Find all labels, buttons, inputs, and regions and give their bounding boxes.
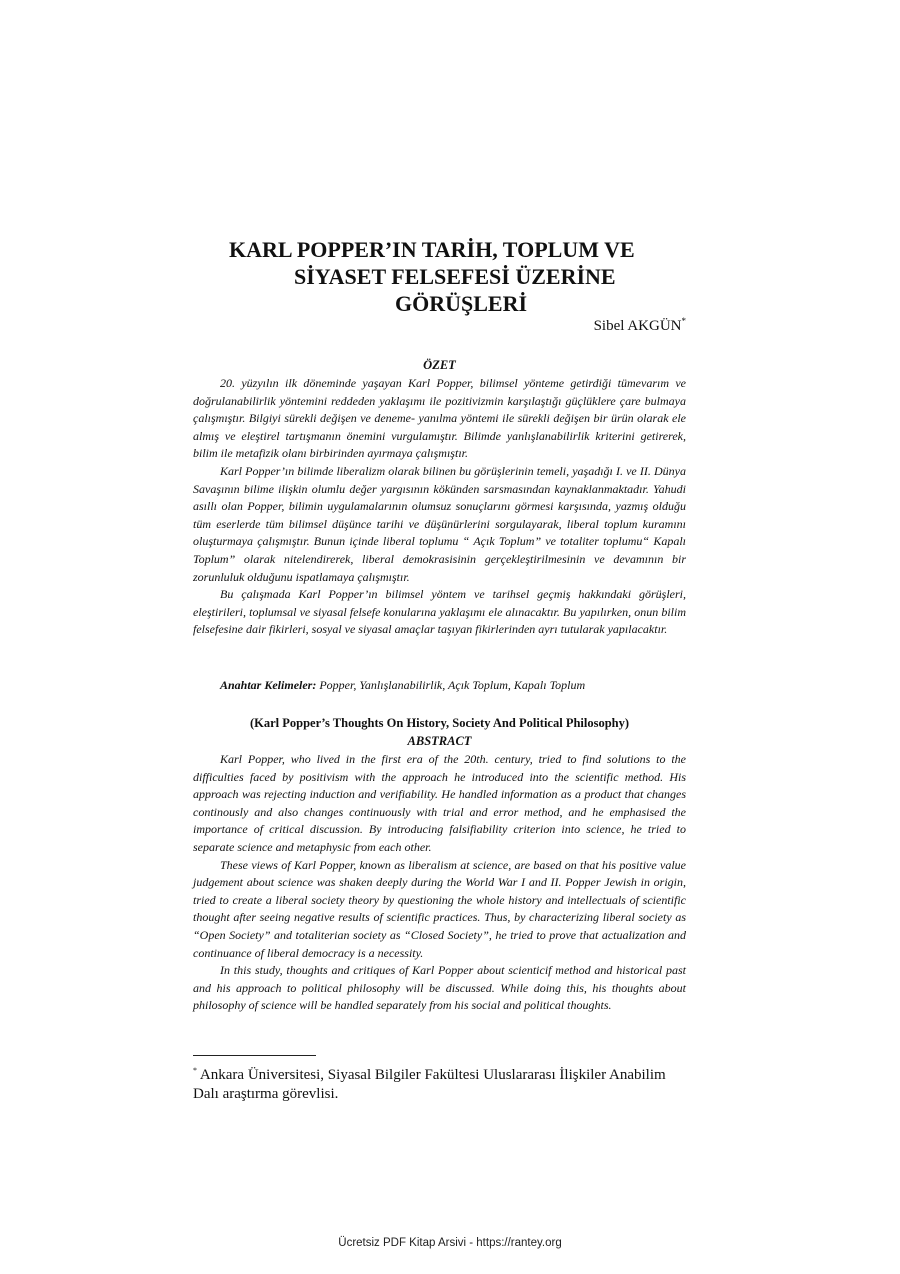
author-footnote-mark: *: [681, 316, 686, 326]
abstract-body: [193, 751, 686, 1015]
title-line-3: GÖRÜŞLERİ: [395, 291, 528, 316]
title-line-2: SİYASET FELSEFESİ ÜZERİNE: [294, 264, 616, 289]
footnote-mark: *: [193, 1066, 197, 1075]
ozet-paragraph-3: Bu çalışmada Karl Popper’ın bilimsel yöntem ve tarihsel geçmiş hakkındaki görüşleri, eleştirileri, toplumsal ve siyasal felsefe konularına yaklaşımı ele alınacaktır. Bu yapılırken, onun bilim felsefesine dair fikirleri, sosyal ve siyasal amaçlar taşıyan fikirlerinden ayrı tutularak yapılacaktır.: [193, 587, 686, 637]
keywords-list: Popper, Yanlışlanabilirlik, Açık Toplum, Kapalı Toplum: [316, 678, 586, 692]
footnote-text: Ankara Üniversitesi, Siyasal Bilgiler Fakültesi Uluslararası İlişkiler Anabilim Dalı araştırma görevlisi.: [193, 1067, 666, 1102]
page-footer-link[interactable]: Ücretsiz PDF Kitap Arsivi - https://rantey.org: [338, 1237, 562, 1249]
abstract-paragraph-2: These views of Karl Popper, known as liberalism at science, are based on that his positive value judgement about science was shaken deeply during the World War I and II. Popper Jewish in origin, tried to create a liberal society theory by questioning the whole history and intellectuals of scientific thought after seeing negative results of scientific practices. Thus, by characterizing liberal society as “Open Society” and totaliterian society as “Closed Society”, he tried to prove that actualization and continuance of liberal democracy is a necessity.: [193, 857, 686, 960]
ozet-paragraph-1: 20. yüzyılın ilk döneminde yaşayan Karl Popper, bilimsel yönteme getirdiği tümevarım ve doğrulanabilirlik yöntemini reddeden yaklaşımı ile pozitivizmin karşılaştığı güçlüklere çare bulmaya çalışmıştır. Bilgiyi sürekli değişen ve deneme- yanılma yöntemi ile sürekli değişen bir ürün olarak ele almış ve eleştirel tartışmanın önemini vurgulamıştır. Bilimde yanlışlanabilirlik kriterini getirerek, bilim ile metafizik olanı birbirinden ayırmaya çalışmıştır.: [193, 376, 686, 461]
ozet-body: [193, 375, 686, 639]
ozet-heading: ÖZET: [423, 358, 456, 372]
footnote: [193, 1061, 686, 1104]
title-line-1: KARL POPPER’IN TARİH, TOPLUM VE: [229, 237, 635, 262]
paper-title: [193, 236, 686, 317]
author-name: Sibel AKGÜN: [593, 318, 682, 334]
abstract-paragraph-3: In this study, thoughts and critiques of Karl Popper about scienticif method and historical past and his approach to political philosophy will be discussed. While doing this, his thoughts about philosophy of science will be handled separately from his social and political thoughts.: [193, 963, 686, 1013]
keywords: [220, 678, 585, 693]
abstract-paragraph-1: Karl Popper, who lived in the first era of the 20th. century, tried to find solutions to the difficulties faced by positivism with the approach he introduced into the scientific method. His approach was rejecting induction and verifiability. He handled information as a product that changes continously and also changes continuously with trial and error method, and he emphasised the importance of critical discussion. By introducing falsifiability criterion into science, he tried to separate science and metaphysic from each other.: [193, 752, 686, 854]
footnote-divider: [193, 1055, 316, 1056]
ozet-paragraph-2: Karl Popper’ın bilimde liberalizm olarak bilinen bu görüşlerinin temeli, yaşadığı I. ve II. Dünya Savaşının bilime ilişkin olumlu değer yargısının kökünden sarsmasından kaynaklanmaktadır. Yahudi asıllı olan Popper, bilimin uygulamalarının olumsuz sonuçlarını görmesi karşısında, yazmış olduğu tüm eserlerde tüm bilimsel düşünce tarihi ve düşünürlerini sorgulayarak, liberal toplum kuramını oluşturmaya çalışmıştır. Bunun içinde liberal toplumu “ Açık Toplum” ve totaliter toplumu“ Kapalı Toplum” olarak nitelendirerek, liberal demokrasisinin gerçekleştirilmesinin ve devamının bir zorunluluk olduğunu ispatlamaya çalışmıştır.: [193, 463, 686, 584]
keywords-label: Anahtar Kelimeler:: [220, 678, 317, 692]
author: [594, 316, 686, 335]
abstract-heading: ABSTRACT: [407, 734, 472, 748]
english-title: (Karl Popper’s Thoughts On History, Society And Political Philosophy): [249, 716, 630, 730]
